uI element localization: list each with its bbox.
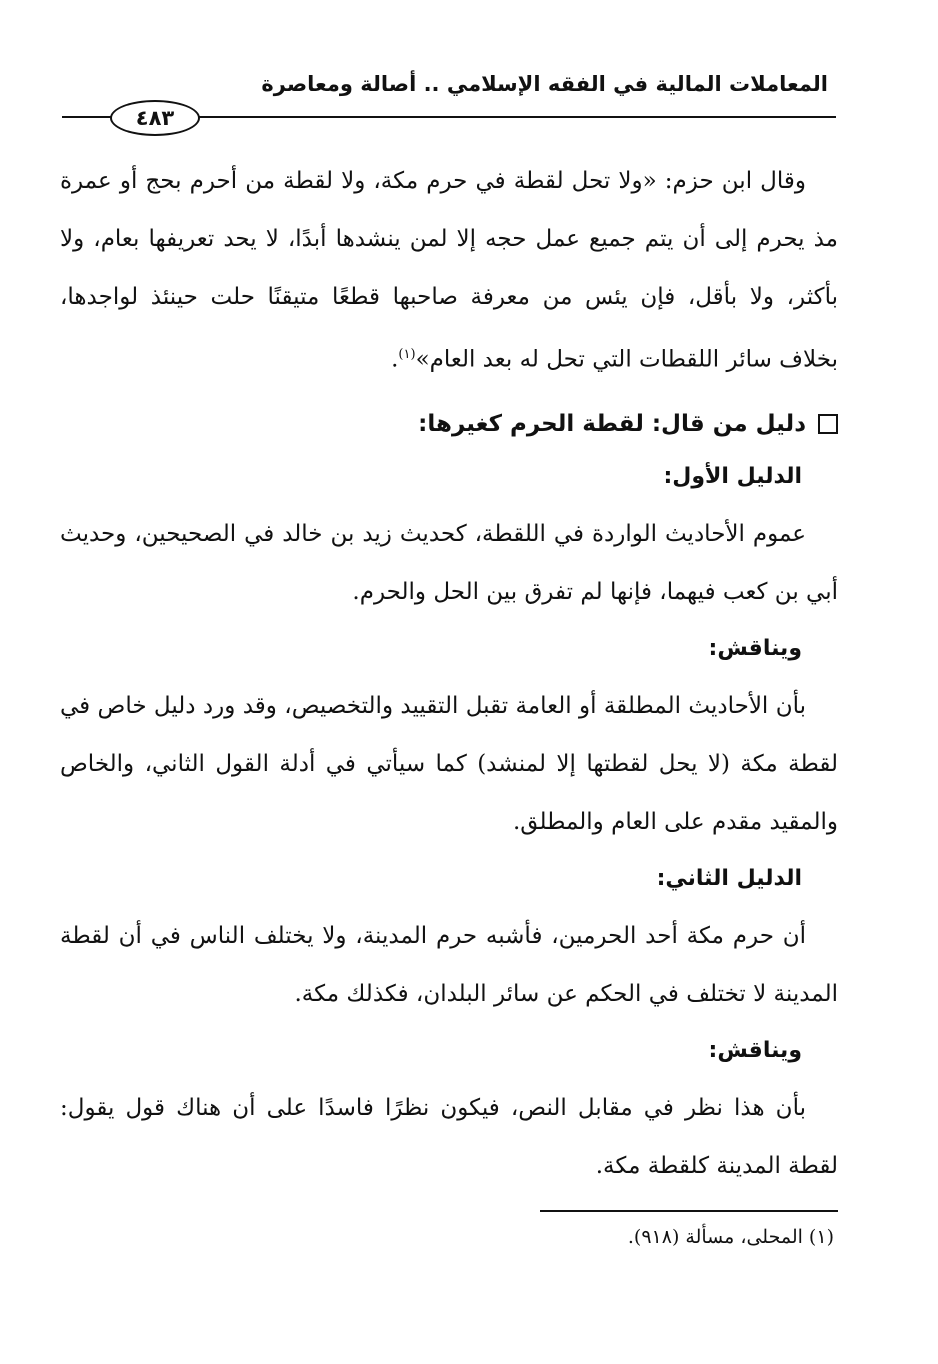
main-text [60, 152, 838, 1195]
subheading-second-evidence: الدليل الثاني: [656, 865, 802, 891]
paragraph-discussion-1: بأن الأحاديث المطلقة أو العامة تقبل التقييد والتخصيص، وقد ورد دليل خاص في لقطة مكة (لا يحل لقطتها إلا لمنشد) كما سيأتي في أدلة القول الثاني، والخاص والمقيد مقدم على العام والمطلق. [60, 692, 838, 835]
section-heading [60, 399, 838, 449]
subheading-discussion-1: ويناقش: [708, 635, 802, 661]
section-heading-text: دليل من قال: لقطة الحرم كغيرها: [418, 410, 806, 437]
paragraph-ibn-hazm-quote [60, 152, 838, 389]
footnote-ref: (١) [398, 347, 416, 362]
subheading-first-evidence: الدليل الأول: [663, 463, 802, 489]
footnote-rule [540, 1210, 838, 1212]
page-number-badge: ٤٨٣ [110, 100, 200, 136]
paragraph-second-evidence: أن حرم مكة أحد الحرمين، فأشبه حرم المدينة، ولا يختلف الناس في أن لقطة المدينة لا تختلف في الحكم عن سائر البلدان، فكذلك مكة. [60, 922, 838, 1007]
quote-end: . [391, 346, 399, 373]
quote-text: وقال ابن حزم: «ولا تحل لقطة في حرم مكة، ولا لقطة من أحرم بحج أو عمرة مذ يحرم إلى أن يتم جميع عمل حجه إلا لمن ينشدها أبدًا، لا يحد تعريفها بعام، ولا بأكثر، ولا بأقل، فإن يئس من معرفة صاحبها قطعًا متيقنًا حلت حينئذ لواجدها، بخلاف سائر اللقطات التي تحل له بعد العام» [60, 168, 838, 373]
paragraph-discussion-2: بأن هذا نظر في مقابل النص، فيكون نظرًا فاسدًا على أن هناك قول يقول: لقطة المدينة كلقطة مكة. [60, 1094, 838, 1179]
footnote-1: (١) المحلى، مسألة (٩١٨). [627, 1226, 834, 1248]
paragraph-first-evidence: عموم الأحاديث الواردة في اللقطة، كحديث زيد بن خالد في الصحيحين، وحديث أبي بن كعب فيهما، فإنها لم تفرق بين الحل والحرم. [60, 520, 838, 605]
subheading-discussion-2: ويناقش: [708, 1037, 802, 1063]
running-header-title: المعاملات المالية في الفقه الإسلامي .. أصالة ومعاصرة [261, 72, 828, 96]
square-bullet-icon [818, 414, 838, 434]
